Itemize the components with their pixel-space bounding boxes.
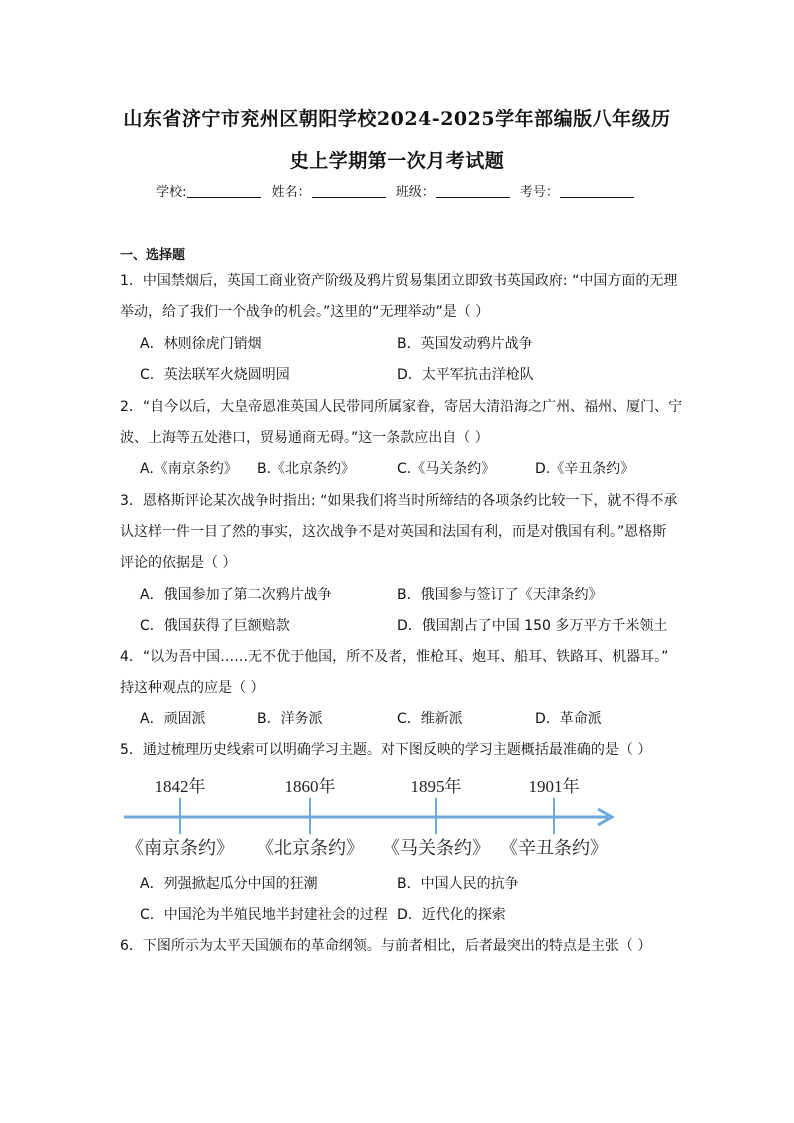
timeline-treaty: 《南京条约》 (126, 838, 234, 859)
timeline-year: 1901年 (528, 777, 580, 796)
q2-stem-line1: 2．“自今以后，大皇帝恩准英国人民带同所属家眷，寄居大清沿海之广州、福州、厦门、宁 (120, 399, 683, 415)
name-label: 姓名： (271, 185, 311, 200)
q1-option-c[interactable]: C．英法联军火烧圆明园 (140, 367, 290, 383)
q4-stem-line2: 持这种观点的应是（ ） (120, 680, 265, 696)
student-info-row (0, 181, 794, 200)
q2-option-d[interactable]: D.《辛丑条约》 (535, 461, 635, 477)
timeline-year: 1860年 (284, 777, 336, 796)
q3-stem-line1: 3．恩格斯评论某次战争时指出: “如果我们将当时所缔结的各项条约比较一下，就不得不承 (120, 493, 678, 509)
page-title-line1: 山东省济宁市兖州区朝阳学校2024-2025学年部编版八年级历 (123, 108, 671, 130)
q5-option-c[interactable]: C．中国沦为半殖民地半封建社会的过程 (140, 907, 388, 923)
q3-option-a[interactable]: A．俄国参加了第二次鸦片战争 (140, 587, 332, 603)
exam-no-blank (560, 185, 634, 198)
q2-option-a[interactable]: A.《南京条约》 (140, 461, 238, 477)
q6-stem-line1: 6．下图所示为太平天国颁布的革命纲领。与前者相比，后者最突出的特点是主张（ ） (120, 938, 652, 954)
q4-stem-line1: 4．“以为吾中国……无不优于他国，所不及者，惟枪耳、炮耳、船耳、铁路耳、机器耳。” (120, 649, 669, 665)
q4-option-d[interactable]: D．革命派 (535, 711, 602, 727)
q4-option-b[interactable]: B．洋务派 (257, 711, 323, 727)
exam-no-label: 考号： (519, 185, 559, 200)
q3-stem-line2: 认这样一件一目了然的事实，这次战争不是对英国和法国有利，而是对俄国有利。”恩格斯 (120, 524, 667, 540)
timeline-year: 1895年 (410, 777, 462, 796)
school-label: 学校: (156, 185, 187, 200)
q3-option-d[interactable]: D．俄国割占了中国 150 多万平方千米领土 (397, 618, 668, 634)
q5-stem-line1: 5．通过梳理历史线索可以明确学习主题。对下图反映的学习主题概括最准确的是（ ） (120, 742, 652, 758)
class-label: 班级： (395, 185, 435, 200)
name-blank (312, 185, 386, 198)
q3-option-c[interactable]: C．俄国获得了巨额赔款 (140, 618, 290, 634)
q5-option-a[interactable]: A．列强掀起瓜分中国的狂潮 (140, 876, 318, 892)
q2-stem-line2: 波、上海等五处港口，贸易通商无碍。”这一条款应出自（ ） (120, 430, 489, 446)
section-heading: 一、选择题 (120, 248, 186, 263)
q5-option-d[interactable]: D．近代化的探索 (397, 907, 506, 923)
q4-option-a[interactable]: A．顽固派 (140, 711, 206, 727)
timeline-treaty: 《北京条约》 (256, 838, 364, 859)
q3-stem-line3: 评论的依据是（ ） (120, 555, 237, 571)
timeline-figure (120, 770, 620, 866)
timeline-year: 1842年 (154, 777, 206, 796)
timeline-treaty: 《辛丑条约》 (500, 838, 608, 859)
q1-option-b[interactable]: B．英国发动鸦片战争 (397, 336, 533, 352)
q2-option-b[interactable]: B.《北京条约》 (257, 461, 356, 477)
q1-stem-line1: 1．中国禁烟后，英国工商业资产阶级及鸦片贸易集团立即致书英国政府: “中国方面的无理 (120, 273, 678, 289)
class-blank (436, 185, 510, 198)
q1-option-d[interactable]: D．太平军抗击洋枪队 (397, 367, 534, 383)
q4-option-c[interactable]: C．维新派 (397, 711, 463, 727)
q5-option-b[interactable]: B．中国人民的抗争 (397, 876, 519, 892)
q3-option-b[interactable]: B．俄国参与签订了《天津条约》 (397, 587, 603, 603)
page-title-line2: 史上学期第一次月考试题 (289, 150, 505, 172)
school-blank (187, 185, 261, 198)
timeline-treaty: 《马关条约》 (382, 838, 490, 859)
q1-stem-line2: 举动，给了我们一个战争的机会。”这里的“无理举动”是（ ） (120, 304, 490, 320)
q1-option-a[interactable]: A．林则徐虎门销烟 (140, 336, 262, 352)
q2-option-c[interactable]: C.《马关条约》 (397, 461, 496, 477)
